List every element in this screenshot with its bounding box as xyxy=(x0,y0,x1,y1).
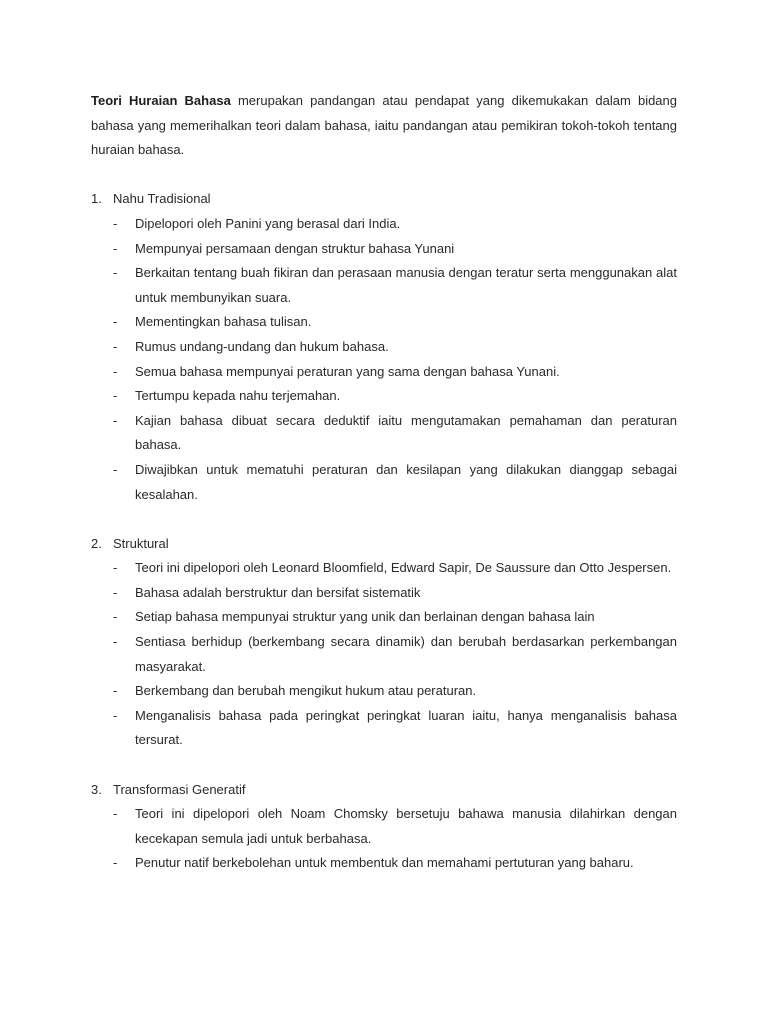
section-title: Transformasi Generatif xyxy=(113,781,246,797)
list-item xyxy=(91,605,677,630)
list-item-text: Bahasa adalah berstruktur dan bersifat sistematik xyxy=(135,584,421,600)
intro-bold-term: Teori Huraian Bahasa xyxy=(91,93,231,108)
list-item-text: Berkaitan tentang buah fikiran dan perasaan manusia dengan teratur serta menggunakan alat untuk membunyikan suara. xyxy=(135,265,677,305)
list-item xyxy=(91,556,677,581)
list-item-text: Diwajibkan untuk mematuhi peraturan dan kesilapan yang dilakukan dianggap sebagai kesalahan. xyxy=(135,461,677,502)
list-item-text: Sentiasa berhidup (berkembang secara dinamik) dan berubah berdasarkan perkembangan masyarakat. xyxy=(135,634,677,674)
list-item-text: Teori ini dipelopori oleh Noam Chomsky bersetuju bahawa manusia dilahirkan dengan kecekapan semula jadi untuk berbahasa. xyxy=(135,806,677,846)
section-number: 2. xyxy=(91,535,102,551)
section-number: 3. xyxy=(91,781,102,797)
bullet-dash: - xyxy=(113,634,118,650)
bullet-list xyxy=(91,802,677,876)
list-item-text: Setiap bahasa mempunyai struktur yang unik dan berlainan dengan bahasa lain xyxy=(135,609,595,625)
section-3 xyxy=(91,778,677,876)
list-item xyxy=(91,310,677,335)
section-number: 1. xyxy=(91,191,102,207)
list-item xyxy=(91,802,677,851)
list-item-text: Menganalisis bahasa pada peringkat peringkat luaran iaitu, hanya menganalisis bahasa tersurat. xyxy=(135,707,677,748)
list-item-text: Semua bahasa mempunyai peraturan yang sama dengan bahasa Yunani. xyxy=(135,363,560,379)
section-1 xyxy=(91,187,677,507)
bullet-dash: - xyxy=(113,461,118,477)
bullet-list xyxy=(91,556,677,753)
bullet-dash: - xyxy=(113,707,118,723)
bullet-dash: - xyxy=(113,855,118,871)
list-item xyxy=(91,212,677,237)
list-item xyxy=(91,237,677,262)
list-item xyxy=(91,360,677,385)
list-item xyxy=(91,704,677,753)
list-item-text: Rumus undang-undang dan hukum bahasa. xyxy=(135,338,389,354)
list-item xyxy=(91,679,677,704)
list-item-text: Berkembang dan berubah mengikut hukum atau peraturan. xyxy=(135,683,477,699)
list-item-text: Dipelopori oleh Panini yang berasal dari India. xyxy=(135,215,401,231)
section-2 xyxy=(91,532,677,753)
bullet-dash: - xyxy=(113,412,118,428)
bullet-dash: - xyxy=(113,363,118,379)
section-heading xyxy=(91,778,677,803)
bullet-list xyxy=(91,212,677,507)
bullet-dash: - xyxy=(113,215,118,231)
list-item-text: Kajian bahasa dibuat secara deduktif iaitu mengutamakan pemahaman dan peraturan bahasa. xyxy=(135,412,677,453)
bullet-dash: - xyxy=(113,314,118,330)
bullet-dash: - xyxy=(113,609,118,625)
section-title: Struktural xyxy=(113,535,169,551)
bullet-dash: - xyxy=(113,584,118,600)
list-item xyxy=(91,384,677,409)
list-item xyxy=(91,630,677,679)
bullet-dash: - xyxy=(113,683,118,699)
list-item xyxy=(91,851,677,876)
list-item xyxy=(91,581,677,606)
list-item-text: Teori ini dipelopori oleh Leonard Bloomfield, Edward Sapir, De Saussure dan Otto Jespersen. xyxy=(135,560,672,576)
bullet-dash: - xyxy=(113,240,118,256)
bullet-dash: - xyxy=(113,338,118,354)
bullet-dash: - xyxy=(113,806,118,822)
intro-paragraph xyxy=(91,89,677,163)
bullet-dash: - xyxy=(113,388,118,404)
sections-container xyxy=(91,187,677,876)
list-item xyxy=(91,458,677,507)
list-item xyxy=(91,409,677,458)
list-item-text: Mementingkan bahasa tulisan. xyxy=(135,314,312,330)
list-item-text: Penutur natif berkebolehan untuk membentuk dan memahami pertuturan yang baharu. xyxy=(135,855,634,871)
bullet-dash: - xyxy=(113,265,118,281)
list-item xyxy=(91,261,677,310)
document-body xyxy=(91,89,677,876)
list-item-text: Tertumpu kepada nahu terjemahan. xyxy=(135,388,341,404)
list-item xyxy=(91,335,677,360)
intro-text: merupakan pandangan atau pendapat yang dikemukakan dalam bidang bahasa yang memerihalkan teori dalam bahasa, iaitu pandangan atau pemikiran tokoh-tokoh tentang huraian bahasa. xyxy=(91,93,677,158)
section-heading xyxy=(91,187,677,212)
section-title: Nahu Tradisional xyxy=(113,191,211,207)
bullet-dash: - xyxy=(113,560,118,576)
section-heading xyxy=(91,532,677,557)
list-item-text: Mempunyai persamaan dengan struktur bahasa Yunani xyxy=(135,240,455,256)
